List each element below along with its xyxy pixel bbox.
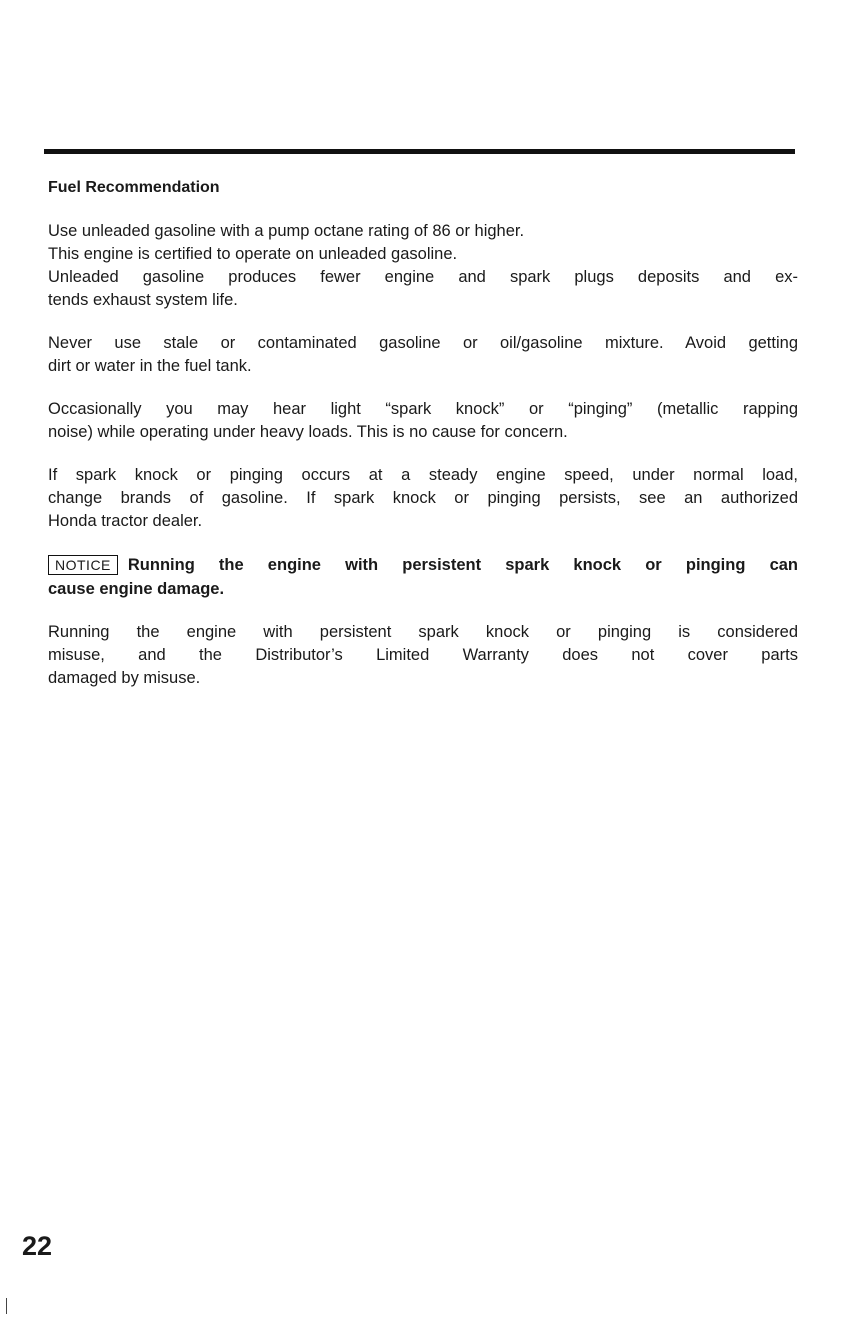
paragraph-line: Occasionally you may hear light “spark knock” or “pinging” (metallic rapping (48, 400, 798, 418)
paragraph-change-brands (48, 464, 798, 533)
top-rule (44, 149, 795, 154)
paragraph-line: If spark knock or pinging occurs at a steady engine speed, under normal load, (48, 466, 798, 484)
paragraph-line: noise) while operating under heavy loads. This is no cause for concern. (48, 423, 568, 441)
paragraph-spark-knock (48, 398, 798, 444)
paragraph-line: damaged by misuse. (48, 669, 201, 687)
notice-block (48, 553, 798, 601)
paragraph-line: Never use stale or contaminated gasoline or oil/gasoline mixture. Avoid getting (48, 334, 798, 352)
paragraph-line: Use unleaded gasoline with a pump octane rating of 86 or higher. (48, 222, 525, 240)
paragraph-line: dirt or water in the fuel tank. (48, 357, 252, 375)
notice-row (48, 553, 798, 577)
paragraph-line: change brands of gasoline. If spark knock or pinging persists, see an authorized (48, 489, 798, 507)
section-title: Fuel Recommendation (48, 179, 220, 196)
paragraph-octane (48, 220, 798, 312)
paragraph-line: Honda tractor dealer. (48, 512, 203, 530)
notice-label-box: NOTICE (48, 555, 118, 575)
paragraph-stale-fuel (48, 332, 798, 378)
paragraph-line: Unleaded gasoline produces fewer engine and spark plugs deposits and ex- (48, 268, 798, 286)
paragraph-line: Running the engine with persistent spark knock or pinging is considered (48, 623, 798, 641)
page-number: 22 (22, 1231, 53, 1261)
edge-mark (6, 1298, 7, 1314)
notice-text-line1: Running the engine with persistent spark knock or pinging can (127, 556, 798, 574)
paragraph-line: This engine is certified to operate on unleaded gasoline. (48, 245, 458, 263)
paragraph-warranty (48, 621, 798, 690)
paragraph-line: tends exhaust system life. (48, 291, 238, 309)
page-content (48, 178, 798, 710)
notice-text-line2: cause engine damage. (48, 580, 225, 598)
paragraph-line: misuse, and the Distributor’s Limited Warranty does not cover parts (48, 646, 798, 664)
